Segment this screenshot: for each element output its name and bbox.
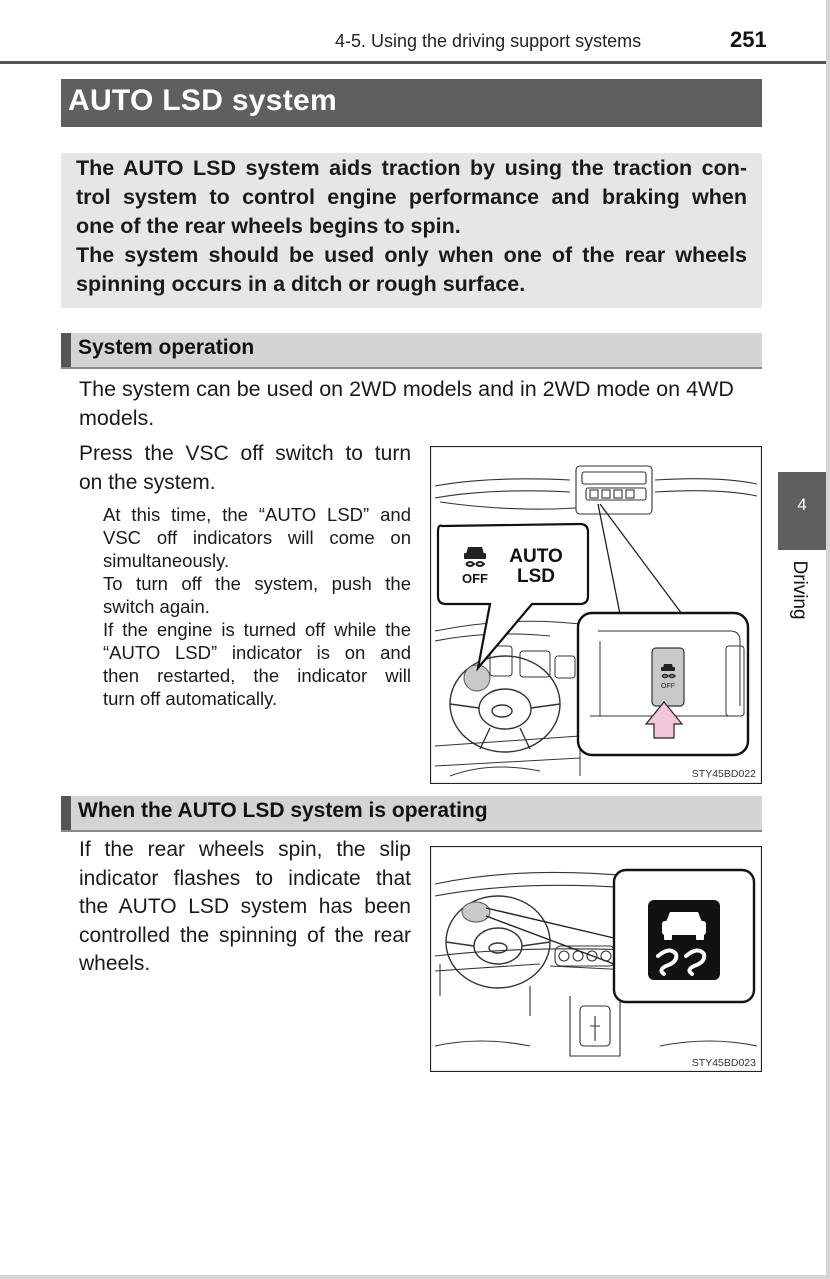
note-line: VSC off indicators will come on bbox=[103, 527, 411, 548]
heading-underline bbox=[61, 830, 762, 832]
figure-code: STY45BD022 bbox=[691, 768, 756, 780]
page-edge-right bbox=[826, 0, 830, 1279]
operating-paragraph bbox=[79, 836, 411, 979]
intro-line: spinning occurs in a ditch or rough surface. bbox=[76, 272, 526, 296]
operating-heading-label: When the AUTO LSD system is operating bbox=[78, 799, 488, 822]
slip-indicator-figure bbox=[430, 846, 762, 1072]
heading-stripe bbox=[61, 333, 71, 367]
note-line: simultaneously. bbox=[103, 550, 230, 571]
chapter-number: 4 bbox=[797, 495, 807, 514]
auto-label: AUTO bbox=[509, 546, 563, 567]
note-line: then restarted, the indicator will bbox=[103, 665, 411, 686]
off-label: OFF bbox=[462, 571, 488, 586]
switch-off-label: OFF bbox=[661, 683, 675, 690]
operating-line: the AUTO LSD system has been bbox=[79, 895, 411, 918]
press-paragraph bbox=[79, 439, 411, 497]
vsc-off-switch bbox=[652, 648, 684, 706]
lsd-label: LSD bbox=[517, 566, 555, 587]
running-header: 4-5. Using the driving support systems bbox=[335, 31, 642, 51]
system-operation-heading-label: System operation bbox=[78, 336, 255, 359]
note-line: If the engine is turned off while the bbox=[103, 619, 411, 640]
page-edge-bottom bbox=[0, 1275, 830, 1279]
intro-line: The AUTO LSD system aids traction by using the traction con- bbox=[76, 156, 747, 180]
intro-box bbox=[61, 153, 762, 308]
heading-stripe bbox=[61, 796, 71, 830]
operating-heading bbox=[61, 796, 762, 830]
press-line: Press the VSC off switch to turn bbox=[79, 442, 411, 465]
intro-line: one of the rear wheels begins to spin. bbox=[76, 214, 461, 238]
note-paragraph bbox=[103, 503, 411, 710]
system-operation-heading bbox=[61, 333, 762, 367]
operating-line: controlled the spinning of the rear bbox=[79, 923, 411, 947]
header-rule bbox=[0, 61, 826, 64]
operating-line: If the rear wheels spin, the slip bbox=[79, 838, 411, 861]
note-line: “AUTO LSD” indicator is on and bbox=[103, 642, 411, 663]
page-number: 251 bbox=[730, 27, 767, 52]
intro-line: trol system to control engine performance and braking when bbox=[76, 185, 747, 209]
note-line: To turn off the system, push the bbox=[103, 573, 411, 594]
note-line: turn off automatically. bbox=[103, 688, 278, 709]
note-line: switch again. bbox=[103, 596, 210, 617]
operating-line: wheels. bbox=[79, 952, 151, 975]
models-paragraph: The system can be used on 2WD models and in 2WD mode on 4WD models. bbox=[79, 377, 734, 430]
intro-line: The system should be used only when one of the rear wheels bbox=[76, 243, 747, 267]
page-title: AUTO LSD system bbox=[68, 84, 338, 117]
figure-code: STY45BD023 bbox=[691, 1057, 756, 1069]
press-line: on the system. bbox=[79, 471, 216, 494]
heading-underline bbox=[61, 367, 762, 369]
chapter-label: Driving bbox=[789, 560, 810, 620]
vsc-switch-figure bbox=[430, 446, 762, 784]
note-line: At this time, the “AUTO LSD” and bbox=[103, 504, 411, 525]
operating-line: indicator flashes to indicate that bbox=[79, 866, 411, 890]
